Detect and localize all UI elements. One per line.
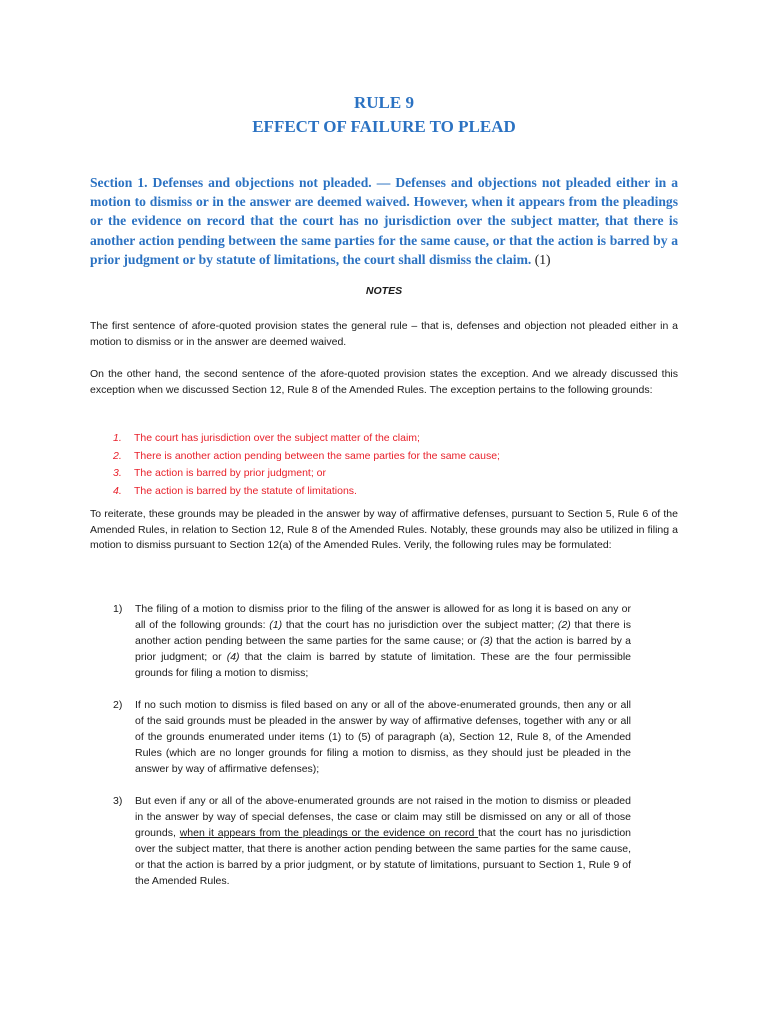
rule-text-part: that the court has no jurisdiction over the subject matter, that there is another action pending between the same parties for the same cause, or that the action is barred by a prior judgment, or by statute of limitations, pursuant to Section 1, Rule 9 of the Amended Rules. (135, 827, 631, 888)
grounds-item-number: 3. (113, 467, 122, 480)
rule-title: EFFECT OF FAILURE TO PLEAD (252, 117, 516, 136)
rule-text-part: The filing of a motion to dismiss prior to the filing of the answer is allowed for as long it is based on any or all of the following grounds: (135, 603, 631, 632)
grounds-item-number: 4. (113, 484, 122, 497)
rule-item-text (135, 793, 631, 890)
rule-item-2 (113, 697, 631, 777)
rule-text-italic: (1) (269, 619, 283, 632)
grounds-item-text: There is another action pending between the same parties for the same cause; (134, 449, 500, 462)
rule-item-text: If no such motion to dismiss is filed based on any or all of the above-enumerated grounds, then any or all of the said grounds must be pleaded in the answer by way of affirmative defenses, together with any or all of the grounds enumerated under items (1) to (5) of paragraph (a), Section 12, Rule 8, of the Amended Rules (which are no longer grounds for filing a motion to dismiss, as they should just be pleaded in the answer by way of affirmative defenses); (135, 699, 631, 776)
rule-number: RULE 9 (354, 93, 414, 112)
rule-text-underlined: when it appears from the pleadings or the evidence on record (179, 827, 479, 840)
rule-text-part: that the court has no jurisdiction over the subject matter; (282, 619, 558, 632)
rule-text-part: that the claim is barred by statute of limitation. These are the four permissible grounds for filing a motion to dismiss; (135, 651, 631, 680)
rule-text-part: that there is another action pending between the same parties for the same cause; or (135, 619, 631, 648)
rule-text-italic: (2) (557, 619, 571, 632)
grounds-item-text: The court has jurisdiction over the subject matter of the claim; (134, 432, 420, 444)
section-1-body: Section 1. Defenses and objections not pleaded. — Defenses and objections not pleaded either in a motion to dismiss or in the answer are deemed waived. However, when it appears from the pleadings or the evidence on record that the court has no jurisdiction over the subject matter, that there is another action pending between the same parties for the same cause, or that the action is barred by a prior judgment or by statute of limitations, the court shall dismiss the claim. (90, 175, 678, 267)
rule-item-number: 2) (113, 699, 123, 711)
rule-item-text (135, 601, 631, 681)
rule-item-1 (113, 601, 631, 681)
section-1-text (90, 173, 678, 269)
grounds-item-number: 1. (113, 432, 122, 444)
notes-paragraph-1: The first sentence of afore-quoted provision states the general rule – that is, defenses and objection not pleaded either in a motion to dismiss or in the answer are deemed waived. (90, 320, 678, 348)
rule-item-number: 1) (113, 603, 123, 615)
grounds-item-number: 2. (113, 449, 122, 462)
notes-paragraph-2: On the other hand, the second sentence of the afore-quoted provision states the exception. And we already discussed this exception when we discussed Section 12, Rule 8 of the Amended Rules. The exception pertains to the following grounds: (90, 368, 678, 396)
grounds-item (113, 448, 500, 466)
rule-item-3 (113, 793, 631, 890)
grounds-item (113, 465, 500, 483)
rule-text-part: But even if any or all of the above-enumerated grounds are not raised in the motion to dismiss or pleaded in the answer by way of special defenses, the case or claim may still be dismissed on any or all of those grounds, (135, 795, 631, 840)
grounds-item-text: The action is barred by prior judgment; or (134, 467, 327, 480)
rule-text-part: that the action is barred by a prior judgment; or (135, 635, 631, 664)
grounds-item-text: The action is barred by the statute of limitations. (134, 484, 357, 497)
rule-text-italic: (4) (226, 651, 240, 664)
grounds-item (113, 430, 500, 448)
footnote-ref: (1) (534, 251, 551, 267)
grounds-list (113, 430, 500, 500)
notes-paragraph-3: To reiterate, these grounds may be pleaded in the answer by way of affirmative defenses, pursuant to Section 5, Rule 6 of the Amended Rules, in relation to Section 12, Rule 8 of the Amended Rules. Notably, these grounds may also be utilized in filing a motion to dismiss pursuant to Section 12(a) of the Amended Rules. Verily, the following rules may be formulated: (90, 508, 678, 552)
grounds-item (113, 483, 500, 501)
rule-text-italic: (3) (480, 635, 493, 648)
notes-heading: NOTES (365, 285, 403, 297)
rule-item-number: 3) (113, 795, 123, 807)
